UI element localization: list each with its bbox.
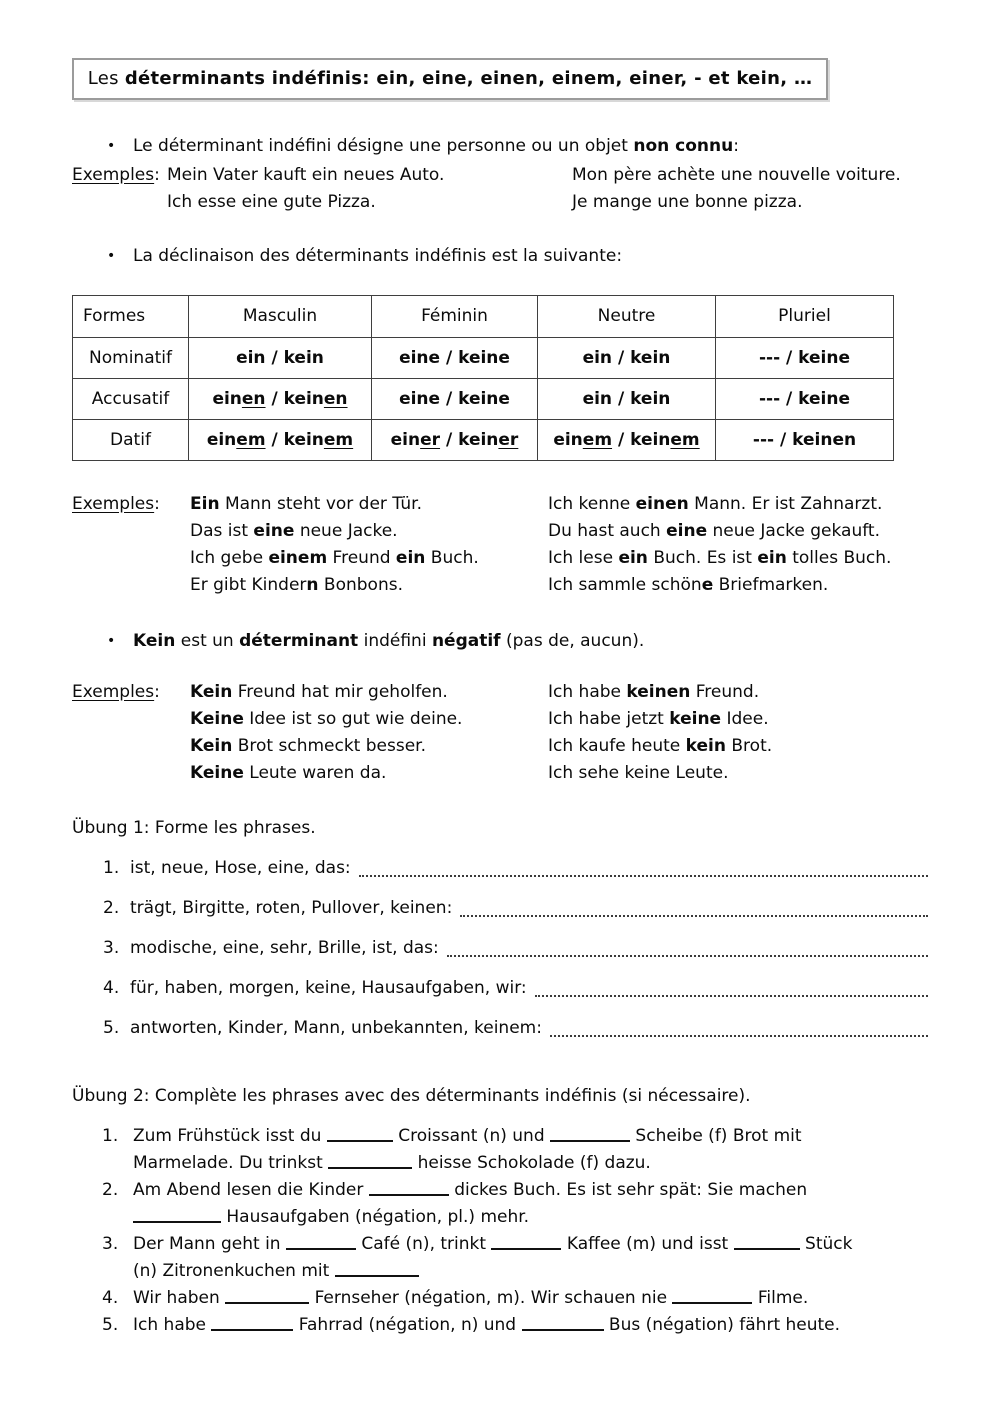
exercise2-item-5	[72, 1312, 928, 1339]
col-header-neutre: Neutre	[538, 296, 716, 338]
item-number: 5.	[103, 1018, 120, 1038]
bullet-icon: •	[107, 138, 116, 154]
examples-block-2	[72, 491, 928, 599]
answer-line	[460, 915, 928, 917]
item-number: 5.	[102, 1315, 119, 1335]
exercise1-item-4	[72, 975, 928, 1002]
bullet-point-definition	[107, 133, 928, 160]
blank-line	[672, 1301, 752, 1304]
col-header-masculin: Masculin	[189, 296, 372, 338]
cell-accusatif-neutre: ein / kein	[538, 379, 716, 420]
exercise1-item-5	[72, 1015, 928, 1042]
declension-table	[72, 295, 894, 461]
table-header-row	[73, 296, 894, 338]
item-number: 2.	[102, 1180, 119, 1200]
blank-line	[328, 1166, 412, 1169]
blank-line	[335, 1274, 419, 1277]
row-label: Datif	[73, 420, 189, 461]
example-german-right: Ich sammle schöne Briefmarken.	[548, 575, 829, 595]
exercise2-item-1	[72, 1123, 928, 1177]
example-german: Das ist eine neue Jacke.	[190, 521, 398, 541]
spacer	[72, 760, 190, 787]
bullet-point-declension	[107, 243, 928, 270]
example-german-right: Ich habe keinen Freund.	[548, 682, 760, 702]
answer-line	[447, 955, 928, 957]
item-number: 3.	[102, 1234, 119, 1254]
example-german-right: Ich kaufe heute kein Brot.	[548, 736, 773, 756]
example-german: Ich gebe einem Freund ein Buch.	[190, 548, 479, 568]
cell-datif-pluriel: --- / keinen	[716, 420, 894, 461]
spacer	[72, 545, 190, 572]
cell-nominatif-masculin: ein / kein	[189, 338, 372, 379]
exercise1-item-1	[72, 855, 928, 882]
cell-nominatif-feminin: eine / keine	[372, 338, 538, 379]
item-number: 1.	[103, 858, 120, 878]
blank-line	[550, 1139, 630, 1142]
blank-line	[133, 1220, 221, 1223]
cell-datif-masculin: einem / keinem	[189, 420, 372, 461]
examples-block-1	[72, 162, 928, 216]
example-german: Kein Freund hat mir geholfen.	[190, 682, 448, 702]
bullet-point-kein	[107, 628, 928, 655]
table-row-datif	[73, 420, 894, 461]
exercise2-item-3	[72, 1231, 928, 1285]
example-german: Keine Leute waren da.	[190, 763, 387, 783]
item-words: für, haben, morgen, keine, Hausaufgaben, wir:	[130, 978, 527, 998]
col-header-formes: Formes	[73, 296, 189, 338]
spacer	[72, 706, 190, 733]
examples-block-3	[72, 679, 928, 787]
blank-line	[369, 1193, 449, 1196]
example-german: Ich esse eine gute Pizza.	[167, 192, 376, 212]
bullet-icon: •	[107, 248, 116, 264]
cell-nominatif-pluriel: --- / keine	[716, 338, 894, 379]
item-words: antworten, Kinder, Mann, unbekannten, keinem:	[130, 1018, 542, 1038]
example-german-right: Du hast auch eine neue Jacke gekauft.	[548, 521, 881, 541]
example-french: Je mange une bonne pizza.	[572, 192, 803, 212]
worksheet-title: Les déterminants indéfinis: ein, eine, einen, einem, einer, - et kein, …	[72, 58, 828, 100]
cell-datif-neutre: einem / keinem	[538, 420, 716, 461]
cell-accusatif-feminin: eine / keine	[372, 379, 538, 420]
item-words: ist, neue, Hose, eine, das:	[130, 858, 351, 878]
table-row-nominatif	[73, 338, 894, 379]
spacer	[72, 518, 190, 545]
item-sentence: Ich habe Fahrrad (négation, n) und Bus (négation) fährt heute.	[133, 1315, 841, 1335]
examples-label: Exemples:	[72, 682, 160, 702]
blank-line	[286, 1247, 356, 1250]
col-header-pluriel: Pluriel	[716, 296, 894, 338]
example-german-right: Ich lese ein Buch. Es ist ein tolles Buch.	[548, 548, 892, 568]
item-sentence: Der Mann geht in Café (n), trinkt Kaffee (m) und isst Stück (n) Zitronenkuchen mit	[133, 1234, 853, 1281]
row-label: Nominatif	[73, 338, 189, 379]
item-number: 4.	[102, 1288, 119, 1308]
exercise2-title: Übung 2: Complète les phrases avec des déterminants indéfinis (si nécessaire).	[72, 1086, 751, 1106]
blank-line	[522, 1328, 604, 1331]
item-number: 3.	[103, 938, 120, 958]
definition-text: Le déterminant indéfini désigne une personne ou un objet non connu:	[133, 136, 739, 156]
cell-accusatif-pluriel: --- / keine	[716, 379, 894, 420]
answer-line	[550, 1035, 928, 1037]
cell-accusatif-masculin: einen / keinen	[189, 379, 372, 420]
example-german: Er gibt Kindern Bonbons.	[190, 575, 403, 595]
exercise2-item-4	[72, 1285, 928, 1312]
exercise1-item-2	[72, 895, 928, 922]
blank-line	[327, 1139, 393, 1142]
cell-datif-feminin: einer / keiner	[372, 420, 538, 461]
exercise1-item-3	[72, 935, 928, 962]
item-number: 1.	[102, 1126, 119, 1146]
blank-line	[211, 1328, 293, 1331]
examples-label: Exemples:	[72, 494, 160, 514]
item-number: 2.	[103, 898, 120, 918]
spacer	[72, 189, 167, 216]
blank-line	[491, 1247, 561, 1250]
example-french: Mon père achète une nouvelle voiture.	[572, 165, 901, 185]
declension-intro-text: La déclinaison des déterminants indéfinis est la suivante:	[133, 246, 623, 266]
row-label: Accusatif	[73, 379, 189, 420]
answer-line	[535, 995, 928, 997]
examples-label: Exemples:	[72, 165, 160, 185]
example-german: Kein Brot schmeckt besser.	[190, 736, 427, 756]
col-header-feminin: Féminin	[372, 296, 538, 338]
item-words: trägt, Birgitte, roten, Pullover, keinen:	[130, 898, 453, 918]
item-sentence: Zum Frühstück isst du Croissant (n) und Scheibe (f) Brot mit Marmelade. Du trinkst heisse Schokolade (f) dazu.	[133, 1126, 802, 1173]
item-sentence: Wir haben Fernseher (négation, m). Wir schauen nie Filme.	[133, 1288, 809, 1308]
blank-line	[225, 1301, 309, 1304]
example-german-right: Ich sehe keine Leute.	[548, 763, 729, 783]
answer-line	[359, 875, 928, 877]
example-german-right: Ich kenne einen Mann. Er ist Zahnarzt.	[548, 494, 883, 514]
blank-line	[734, 1247, 800, 1250]
example-german: Keine Idee ist so gut wie deine.	[190, 709, 463, 729]
exercise2-item-2	[72, 1177, 928, 1231]
table-row-accusatif	[73, 379, 894, 420]
example-german: Ein Mann steht vor der Tür.	[190, 494, 422, 514]
exercise1-title: Übung 1: Forme les phrases.	[72, 818, 316, 838]
spacer	[72, 733, 190, 760]
cell-nominatif-neutre: ein / kein	[538, 338, 716, 379]
spacer	[72, 572, 190, 599]
example-german-right: Ich habe jetzt keine Idee.	[548, 709, 769, 729]
item-number: 4.	[103, 978, 120, 998]
item-words: modische, eine, sehr, Brille, ist, das:	[130, 938, 439, 958]
bullet-icon: •	[107, 633, 116, 649]
item-sentence: Am Abend lesen die Kinder dickes Buch. Es ist sehr spät: Sie machen Hausaufgaben (négation, pl.) mehr.	[133, 1180, 808, 1227]
kein-definition-text: Kein est un déterminant indéfini négatif (pas de, aucun).	[133, 631, 645, 651]
example-german: Mein Vater kauft ein neues Auto.	[167, 165, 445, 185]
